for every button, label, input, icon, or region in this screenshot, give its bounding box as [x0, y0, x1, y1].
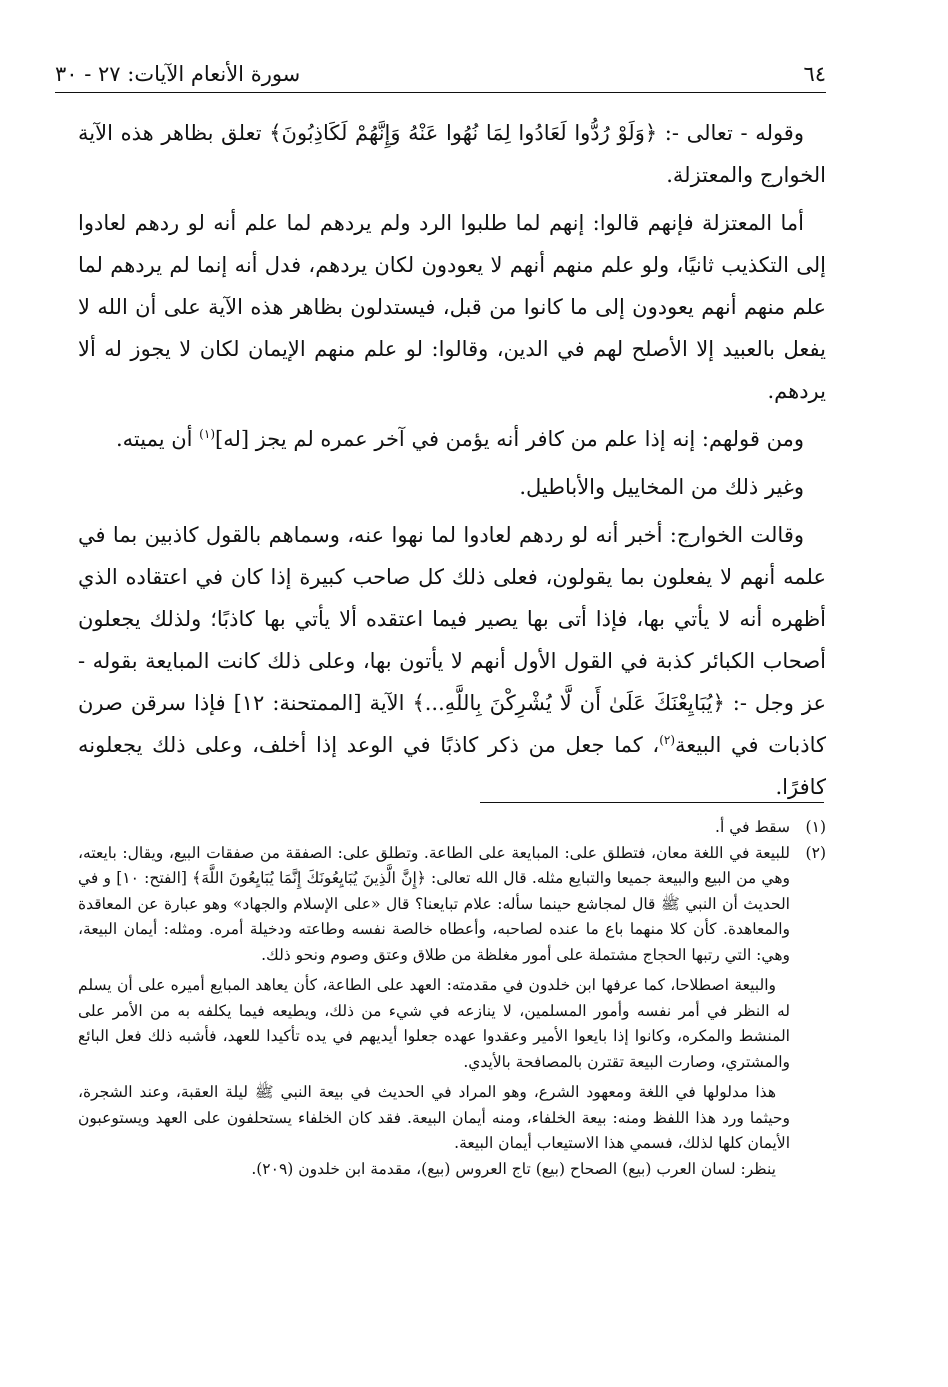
footnote-divider	[480, 802, 824, 803]
p5-part2: الآية [الممتحنة: ١٢] فإذا سرقن صرن كاذبات في البيعة	[78, 691, 826, 757]
footnotes	[78, 815, 826, 1182]
footnote-2-sources: ينظر: لسان العرب (بيع) الصحاح (بيع) تاج العروس (بيع)، مقدمة ابن خلدون (٢٠٩).	[251, 1159, 776, 1178]
p3-lead: ومن قولهم: إنه إذا علم من كافر أنه يؤمن في آخر عمره لم يجز [له]	[215, 427, 804, 451]
page-number: ٦٤	[803, 62, 826, 86]
main-text	[78, 112, 826, 814]
footnote-text: سقط في أ.	[715, 818, 790, 836]
p1-lead: وقوله - تعالى -:	[657, 121, 804, 145]
footnote-2	[78, 841, 826, 969]
footnote-2-para-2: والبيعة اصطلاحا، كما عرفها ابن خلدون في مقدمته: العهد على الطاعة، كأن يعاهد المبايع أميره على أن يسلم له النظر في أمر نفسه وأمور المسلمين، لا ينازعه في شيء من ذلك، ويطيعه فيما يكلفه به من الأمر على المنشط والمكره، وكانوا إذا بايعوا الأمير وعقدوا عهده جعلوا أيديهم في يده تأكيدا للعهد، فأشبه ذلك فعل البائع والمشتري، وصارت البيعة تقترن بالمصافحة بالأيدي.	[78, 976, 790, 1071]
footnote-number: (٢)	[805, 843, 826, 862]
paragraph-2: أما المعتزلة فإنهم قالوا: إنهم لما طلبوا الرد ولم يردهم لما علم أنه لو ردهم لعادوا إلى التكذيب ثانيًا، ولو علم منهم أنهم لا يعودون لكان يردهم، فدل أنه إنما لم يردهم لما علم منهم أنهم يعودون إلى ما كانوا من قبل، فيستدلون بظاهر هذه الآية على أن الله لا يفعل بالعبيد إلا الأصلح لهم في الدين، وقالوا: لو علم منهم الإيمان لكان لا يجوز له ألا يردهم.	[78, 211, 826, 403]
p5-part1: وقالت الخوارج: أخبر أنه لو ردهم لعادوا لما نهوا عنه، وسماهم بالقول كاذبين بما في علمه أنهم لا يفعلون بما يقولون، فعلى ذلك كل صاحب كبيرة إذا كان في اعتقاده الذي أظهره أنه لا يأتي بها، فإذا أتى بها يصير فيما اعتقده ألا يأتي بها كاذبًا؛ ولذلك يجعلون أصحاب الكبائر كذبة في القول الأول أنهم لا يأتون بها، وعلى ذلك كانت المبايعة بقوله - عز وجل -:	[78, 523, 826, 715]
page-header	[55, 52, 826, 93]
paragraph-1	[78, 112, 826, 196]
paragraph-5	[78, 514, 826, 808]
p1-rest: تعلق بظاهر هذه الآية الخوارج والمعتزلة.	[78, 121, 826, 187]
paragraph-4: وغير ذلك من المخاييل والأباطيل.	[519, 475, 804, 499]
p3-rest: أن يميته.	[115, 427, 200, 451]
footnote-1	[78, 815, 826, 841]
paragraph-3	[78, 418, 826, 460]
footnote-ref-1[interactable]: (١)	[199, 427, 215, 441]
footnote-2-para-3: هذا مدلولها في اللغة ومعهود الشرع، وهو المراد في الحديث في بيعة النبي ﷺ ليلة العقبة، وعند الشجرة، وحيثما ورد هذا اللفظ ومنه: بيعة الخلفاء، ومنه أيمان البيعة. فقد كان الخلفاء يستحلفون على العهد ويستوعبون الأيمان كلها لذلك، فسمي هذا الاستيعاب أيمان البيعة.	[78, 1083, 790, 1152]
running-title: سورة الأنعام الآيات: ٢٧ - ٣٠	[55, 62, 301, 86]
footnote-ref-2[interactable]: (٢)	[659, 733, 676, 747]
footnote-text: للبيعة في اللغة معان، فتطلق على: المبايعة على الطاعة. وتطلق على: الصفقة من صفقات البيع، ويقال: بايعته، وهي من البيع والبيعة جميعا والتبايع مثله. قال الله تعالى: ﴿إِنَّ الَّذِينَ يُبَايِعُونَكَ إِنَّمَا يُبَايِعُونَ اللَّهَ﴾ [الفتح: ١٠] و في الحديث أن النبي ﷺ قال لمجاشع حينما سأله: علام تبايعنا؟ قال «على الإسلام والجهاد» وهو عبارة عن المعاقدة والمعاهدة. كأن كلا منهما باع ما عنده لصاحبه، وأعطاه خالصة نفسه وطاعته ودخيلة أمره. ومثله: أيمان البيعة، وهي: التي رتبها الحجاج مشتملة على أمور مغلظة من طلاق وعتق وصوم ونحو ذلك.	[78, 843, 790, 964]
quran-verse: ﴿يُبَايِعْنَكَ عَلَىٰ أَن لَّا يُشْرِكْنَ بِاللَّهِ...﴾	[412, 691, 725, 715]
footnote-number: (١)	[805, 818, 826, 836]
quran-verse: ﴿وَلَوْ رُدُّوا لَعَادُوا لِمَا نُهُوا عَنْهُ وَإِنَّهُمْ لَكَاذِبُونَ﴾	[269, 121, 658, 145]
p5-part3: ، كما جعل من ذكر كاذبًا في الوعد إذا أخلف، وعلى ذلك يجعلونه كافرًا.	[78, 733, 826, 799]
